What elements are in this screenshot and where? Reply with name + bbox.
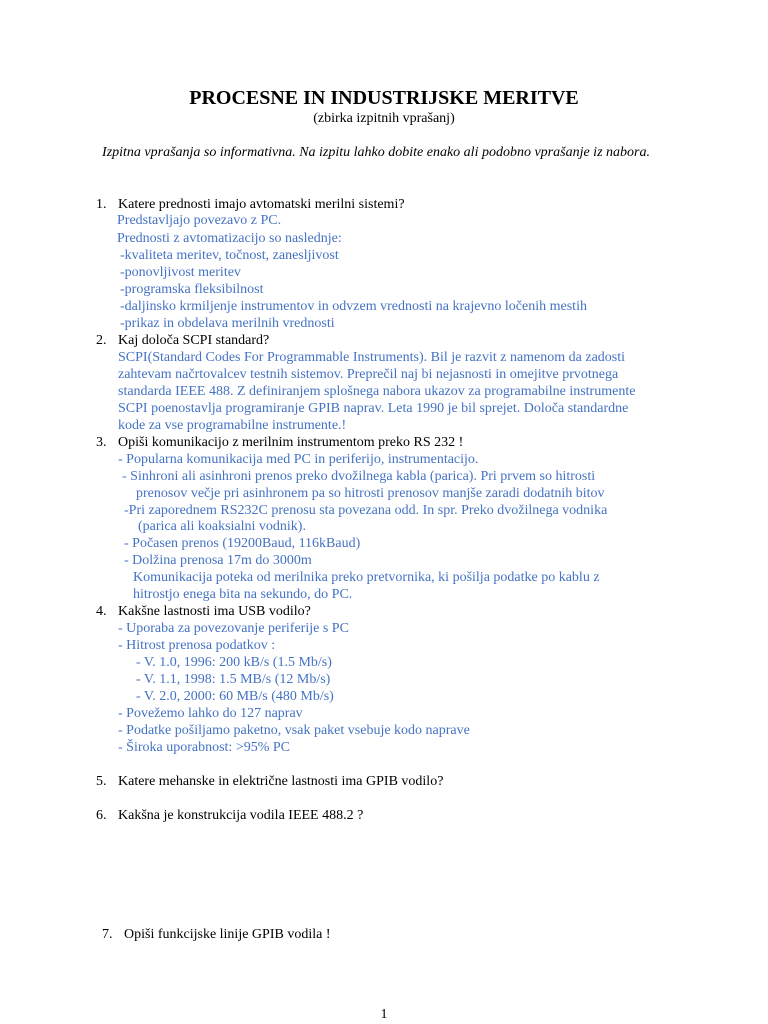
answer-line: (parica ali koaksialni vodnik).: [138, 519, 306, 534]
answer-line: - V. 1.0, 1996: 200 kB/s (1.5 Mb/s): [136, 655, 332, 670]
answer-line: - Povežemo lahko do 127 naprav: [118, 706, 303, 721]
question-number: 3.: [96, 435, 107, 450]
question-5: [96, 773, 443, 790]
answer-line: - V. 1.1, 1998: 1.5 MB/s (12 Mb/s): [136, 672, 331, 687]
question-4: [96, 603, 311, 620]
question-number: 4.: [96, 604, 107, 619]
question-number: 2.: [96, 333, 107, 348]
intro-note: Izpitna vprašanja so informativna. Na izpitu lahko dobite enako ali podobno vprašanje iz nabora.: [102, 145, 650, 160]
answer-line: Predstavljajo povezavo z PC.: [117, 213, 282, 228]
answer-line: hitrostjo enega bita na sekundo, do PC.: [133, 587, 353, 602]
answer-line: prenosov večje pri asinhronem pa so hitrosti prenosov manjše zaradi dodatnih bitov: [136, 486, 605, 501]
question-text: Opiši komunikacijo z merilnim instrumentom preko RS 232 !: [118, 435, 464, 450]
answer-line: SCPI poenostavlja programiranje GPIB naprav. Leta 1990 je bil sprejet. Določa standardne: [118, 401, 629, 416]
answer-line: - Podatke pošiljamo paketno, vsak paket vsebuje kodo naprave: [118, 723, 470, 738]
answer-line: kode za vse programabilne instrumente.!: [118, 418, 347, 433]
answer-line: - V. 2.0, 2000: 60 MB/s (480 Mb/s): [136, 689, 334, 704]
question-number: 1.: [96, 197, 107, 212]
answer-line: -kvaliteta meritev, točnost, zanesljivost: [120, 248, 339, 263]
answer-line: Prednosti z avtomatizacijo so naslednje:: [117, 231, 342, 246]
answer-line: -daljinsko krmiljenje instrumentov in odvzem vrednosti na krajevno ločenih mestih: [120, 299, 587, 314]
question-number: 7.: [102, 927, 113, 942]
page-number: 1: [380, 1007, 388, 1022]
question-3: [96, 434, 463, 451]
answer-line: - Široka uporabnost: >95% PC: [118, 740, 290, 755]
answer-line: standarda IEEE 488. Z definiranjem splošnega nabora ukazov za programabilne instrumente: [118, 384, 636, 399]
answer-line: SCPI(Standard Codes For Programmable Instruments). Bil je razvit z namenom da zadosti: [118, 350, 626, 365]
question-text: Kaj določa SCPI standard?: [118, 333, 270, 348]
question-text: Kakšne lastnosti ima USB vodilo?: [118, 604, 311, 619]
question-6: [96, 807, 363, 824]
answer-line: - Uporaba za povezovanje periferije s PC: [118, 621, 349, 636]
answer-line: Komunikacija poteka od merilnika preko pretvornika, ki pošilja podatke po kablu z: [133, 570, 600, 585]
question-text: Katere prednosti imajo avtomatski merilni sistemi?: [118, 197, 405, 212]
document-subtitle: (zbirka izpitnih vprašanj): [313, 111, 455, 126]
answer-line: - Hitrost prenosa podatkov :: [118, 638, 276, 653]
question-7: [102, 926, 330, 943]
question-text: Opiši funkcijske linije GPIB vodila !: [124, 927, 331, 942]
question-number: 6.: [96, 808, 107, 823]
answer-line: zahtevam načrtovalcev testnih sistemov. Preprečil naj bi nejasnosti in omejitve prvotnega: [118, 367, 619, 382]
answer-line: -prikaz in obdelava merilnih vrednosti: [120, 316, 335, 331]
answer-line: -ponovljivost meritev: [120, 265, 241, 280]
answer-line: - Počasen prenos (19200Baud, 116kBaud): [124, 536, 361, 551]
document-title: PROCESNE IN INDUSTRIJSKE MERITVE: [189, 87, 579, 109]
answer-line: - Sinhroni ali asinhroni prenos preko dvožilnega kabla (parica). Pri prvem so hitrosti: [122, 469, 596, 484]
answer-line: -programska fleksibilnost: [120, 282, 264, 297]
answer-line: - Popularna komunikacija med PC in periferijo, instrumentacijo.: [118, 452, 479, 467]
question-1: [96, 196, 405, 213]
question-text: Katere mehanske in električne lastnosti ima GPIB vodilo?: [118, 774, 444, 789]
question-text: Kakšna je konstrukcija vodila IEEE 488.2 ?: [118, 808, 364, 823]
answer-line: - Dolžina prenosa 17m do 3000m: [124, 553, 312, 568]
question-number: 5.: [96, 774, 107, 789]
answer-line: -Pri zaporednem RS232C prenosu sta povezana odd. In spr. Preko dvožilnega vodnika: [124, 503, 608, 518]
question-2: [96, 332, 269, 349]
